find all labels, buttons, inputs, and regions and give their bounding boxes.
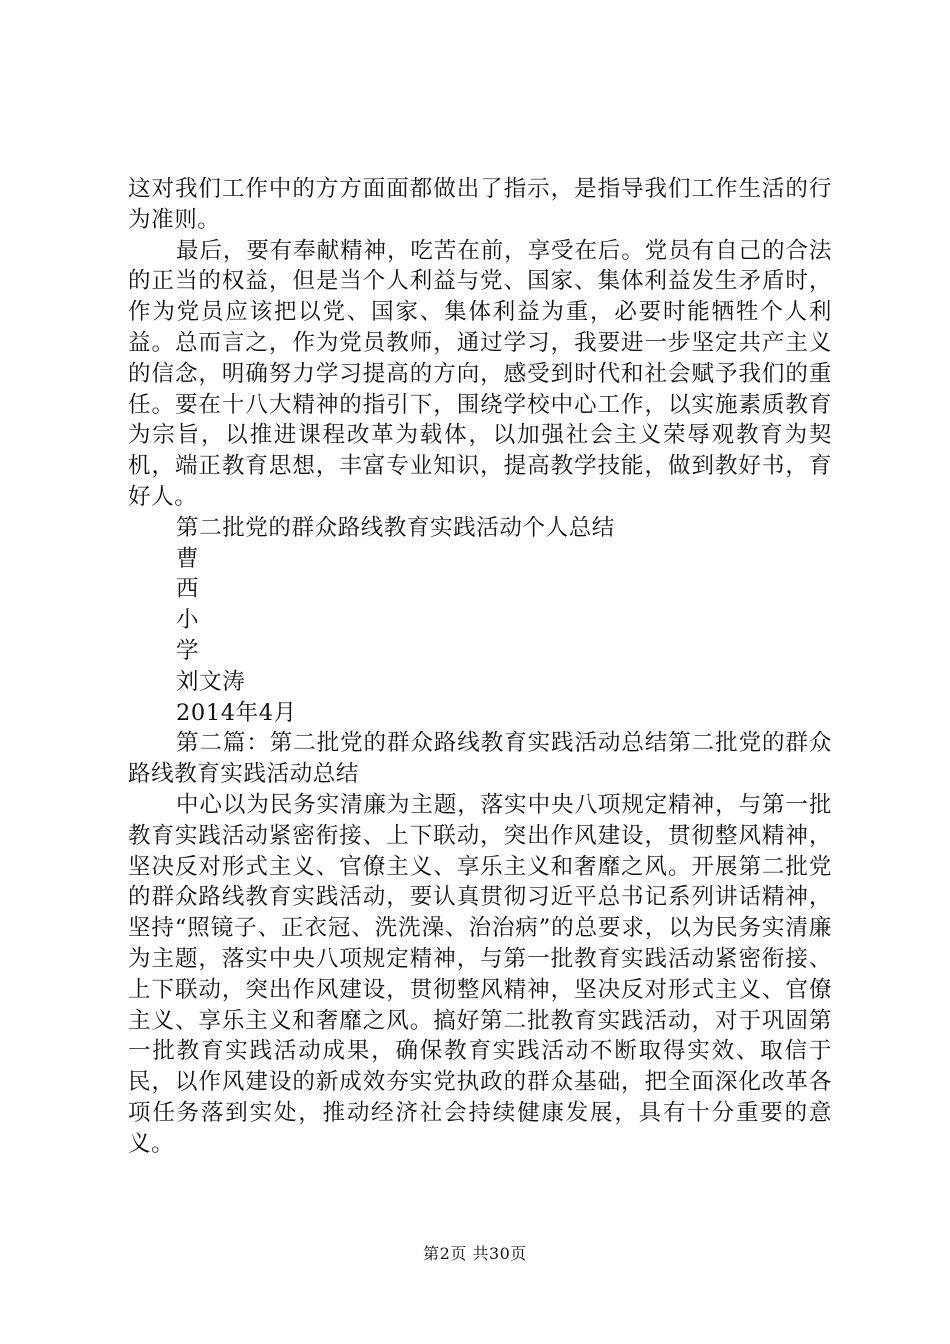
author-date: 2014年4月 bbox=[176, 699, 297, 726]
summary-title: 第二批党的群众路线教育实践活动个人总结 bbox=[176, 514, 615, 541]
school-name-char-2: 西 bbox=[176, 576, 200, 603]
section-heading-part-two: 第二篇：第二批党的群众路线教育实践活动总结第二批党的群众路线教育实践活动总结 bbox=[128, 730, 832, 788]
paragraph-continuation: 这对我们工作中的方方面面都做出了指示，是指导我们工作生活的行为准则。 bbox=[128, 176, 832, 233]
school-name-char-1: 曹 bbox=[176, 545, 200, 572]
paragraph-dedication: 最后，要有奉献精神，吃苦在前，享受在后。党员有自己的合法的正当的权益，但是当个人利益与党、国家、集体利益发生矛盾时，作为党员应该把以党、国家、集体利益为重，必要时能牺牲个人利益。总而言之，作为党员教师，通过学习，我要进一步坚定共产主义的信念，明确努力学习提高的方向，感受到时代和社会赋予我们的重任。要在十八大精神的指引下，围绕学校中心工作，以实施素质教育为宗旨，以推进课程改革为载体，以加强社会主义荣辱观教育为契机，端正教育思想，丰富专业知识，提高教学技能，做到教好书，育好人。 bbox=[128, 237, 832, 510]
author-name: 刘文涛 bbox=[176, 668, 246, 695]
page-footer: 第2页 共30页 bbox=[423, 1244, 527, 1263]
paragraph-activity-summary: 中心以为民务实清廉为主题，落实中央八项规定精神，与第一批教育实践活动紧密衔接、上下联动，突出作风建设，贯彻整风精神，坚决反对形式主义、官僚主义、享乐主义和奢靡之风。开展第二批党的群众路线教育实践活动，要认真贯彻习近平总书记系列讲话精神，坚持“照镜子、正衣冠、洗洗澡、治治病”的总要求，以为民务实清廉为主题，落实中央八项规定精神，与第一批教育实践活动紧密衔接、上下联动，突出作风建设，贯彻整风精神，坚决反对形式主义、官僚主义、享乐主义和奢靡之风。搞好第二批教育实践活动，对于巩固第一批教育实践活动成果，确保教育实践活动不断取得实效、取信于民，以作风建设的新成效夯实党执政的群众基础，把全面深化改革各项任务落到实处，推动经济社会持续健康发展，具有十分重要的意义。 bbox=[128, 791, 832, 1157]
school-name-char-3: 小 bbox=[176, 607, 200, 634]
school-name-char-4: 学 bbox=[176, 637, 200, 664]
document-body bbox=[128, 174, 832, 1160]
